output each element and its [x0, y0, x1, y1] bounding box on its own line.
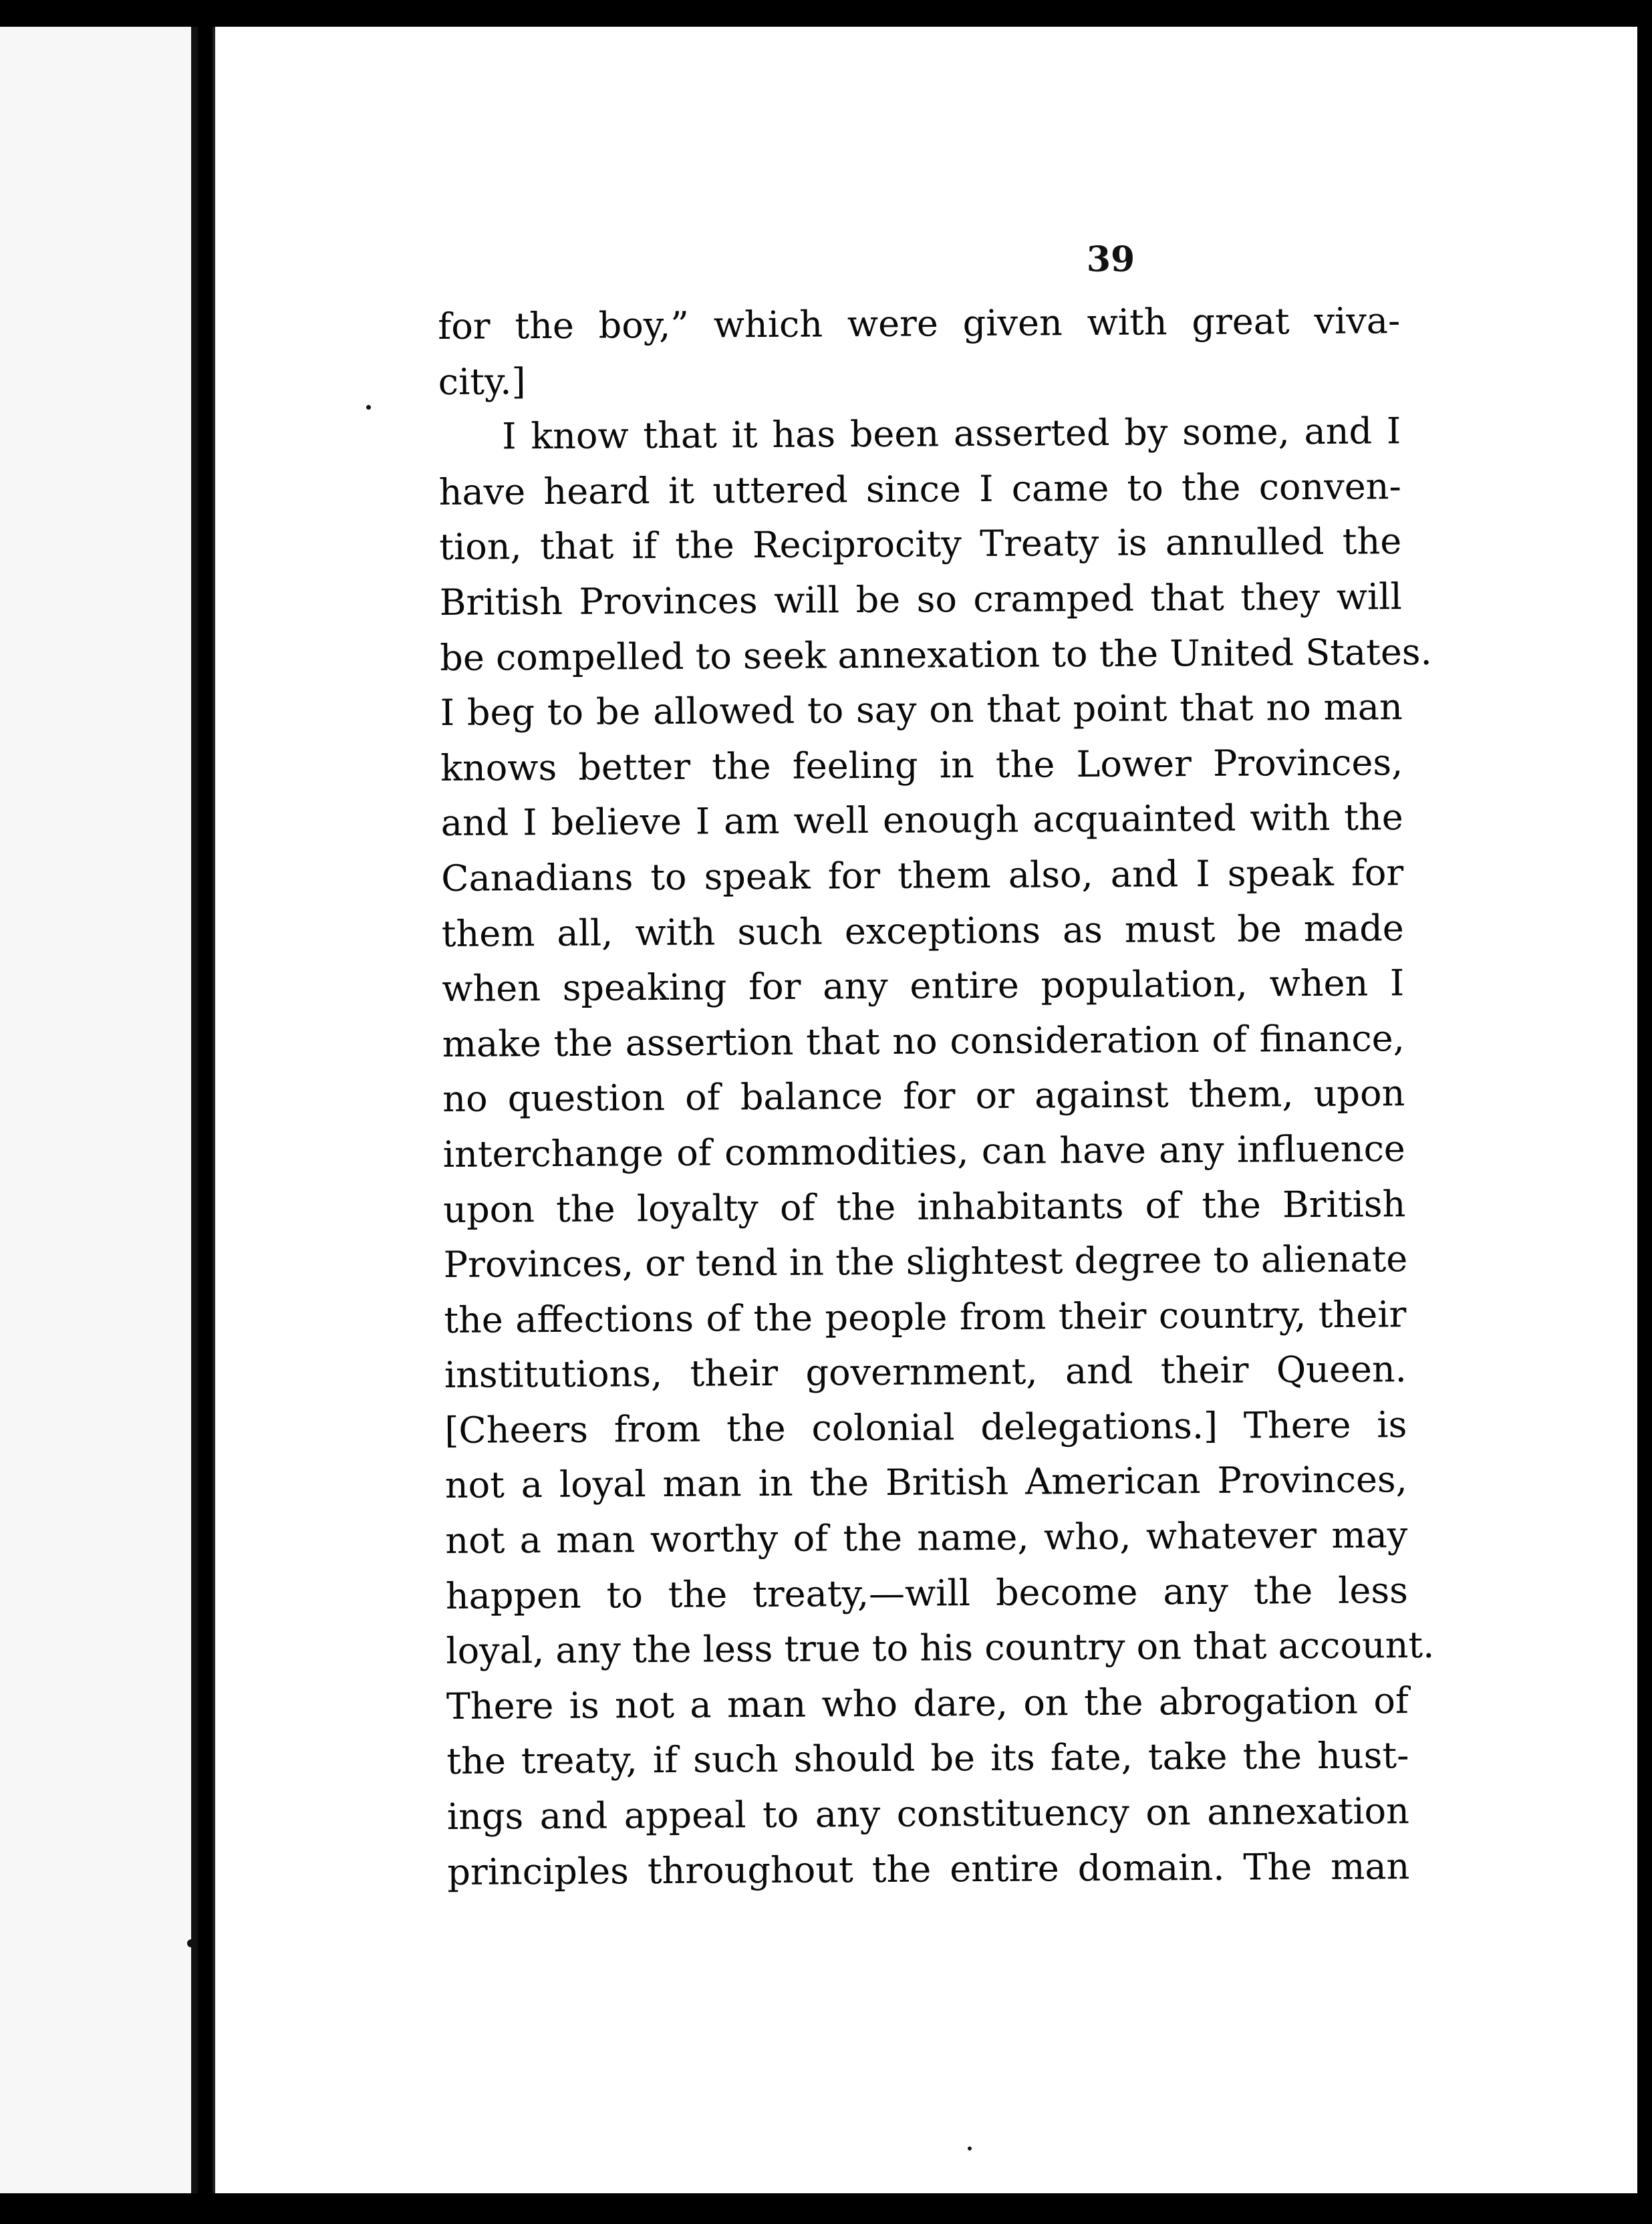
binding-gutter	[191, 27, 198, 2205]
text-line: Provinces, or tend in the slightest degree to alienate	[443, 1238, 1408, 1286]
text-line: ings and appeal to any constituency on annexation	[446, 1790, 1410, 1838]
scan-speck	[187, 1939, 195, 1947]
text-line: I know that it has been asserted by some, and I	[502, 410, 1401, 458]
text-line: no question of balance for or against them, upon	[442, 1072, 1405, 1121]
text-line: principles throughout the entire domain. The man	[447, 1844, 1410, 1893]
text-line: make the assertion that no consideration of finance,	[442, 1016, 1405, 1065]
text-line: not a loyal man in the British American Provinces,	[444, 1458, 1408, 1507]
text-line: and I believe I am well enough acquainted with the	[440, 796, 1403, 845]
text-line: the affections of the people from their country, their	[444, 1292, 1407, 1341]
text-line: have heard it uttered since I came to the conven-	[438, 464, 1401, 513]
page-body-text	[438, 293, 1435, 1900]
text-line: I beg to be allowed to say on that point that no man	[440, 686, 1403, 734]
scan-speck	[366, 405, 371, 410]
text-line: them all, with such exceptions as must be made	[441, 906, 1404, 955]
facing-page-edge	[0, 27, 194, 2205]
text-line: for the boy,” which were given with great viva-	[438, 299, 1401, 348]
text-line: loyal, any the less true to his country on that account.	[446, 1624, 1435, 1673]
scan-bottom-edge	[0, 2193, 1652, 2224]
text-line: city.]	[438, 360, 526, 403]
scan-speck	[968, 2146, 972, 2150]
page-number: 39	[1086, 239, 1135, 280]
text-line: There is not a man who dare, on the abrogation of	[446, 1679, 1409, 1727]
text-line: British Provinces will be so cramped that they will	[439, 575, 1402, 623]
text-line: the treaty, if such should be its fate, take the hust-	[446, 1734, 1409, 1783]
text-line: when speaking for any entire population, when I	[442, 962, 1405, 1010]
text-line: institutions, their government, and their Queen.	[444, 1348, 1407, 1397]
text-line: not a man worthy of the name, who, whatever may	[445, 1514, 1408, 1562]
text-line: knows better the feeling in the Lower Provinces,	[440, 740, 1403, 789]
text-line: happen to the treaty,—will become any the less	[445, 1568, 1409, 1617]
text-line: interchange of commodities, can have any influence	[442, 1127, 1405, 1175]
text-line: be compelled to seek annexation to the United States.	[440, 630, 1432, 679]
text-line: [Cheers from the colonial delegations.] There is	[444, 1403, 1407, 1451]
text-line: tion, that if the Reciprocity Treaty is annulled the	[439, 520, 1402, 569]
text-line: Canadians to speak for them also, and I speak for	[441, 851, 1404, 899]
text-line: upon the loyalty of the inhabitants of the British	[443, 1182, 1406, 1231]
